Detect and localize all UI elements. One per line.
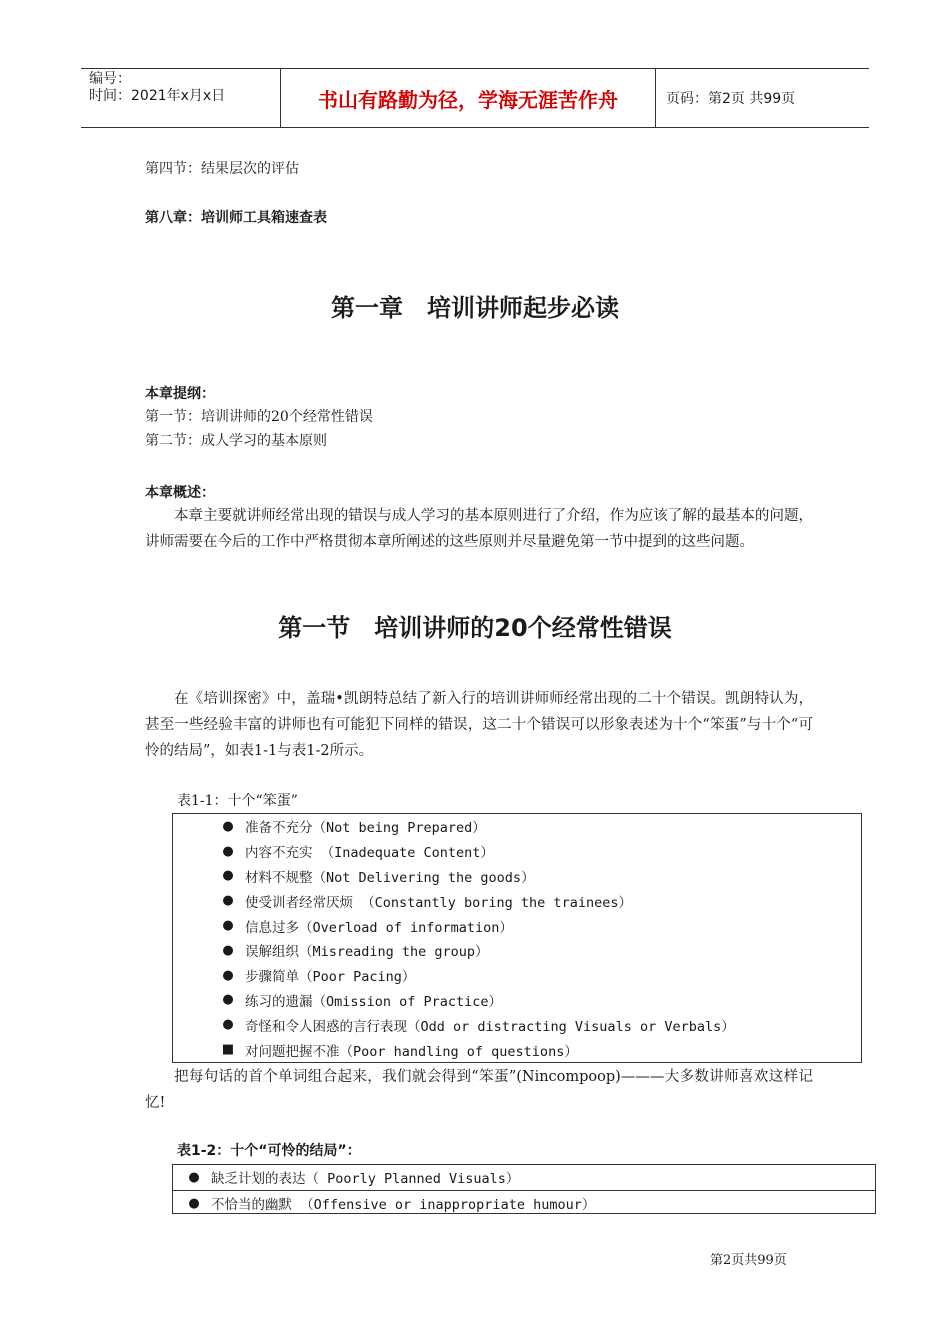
table1-row <box>173 913 861 938</box>
bullet-icon: ● <box>222 942 234 958</box>
bullet-icon: ● <box>222 918 234 934</box>
table1-row <box>173 839 861 864</box>
section-title: 第一节 培训讲师的20个经常性错误 <box>278 614 672 642</box>
table1-row <box>173 1012 861 1037</box>
outline-label: 本章提纲： <box>145 386 215 402</box>
bullet-icon: ● <box>222 967 234 983</box>
overview-label: 本章概述： <box>145 485 215 501</box>
table1-item: 对问题把握不准（Poor handling of questions） <box>245 1043 578 1060</box>
outline-item: 第一节：培训讲师的20个经常性错误 <box>145 409 373 425</box>
table1-item: 奇怪和令人困惑的言行表现（Odd or distracting Visuals or Verbals） <box>245 1018 735 1035</box>
table1-item: 材料不规整（Not Delivering the goods） <box>245 869 535 886</box>
table1-item: 步骤简单（Poor Pacing） <box>245 969 416 986</box>
page-footer: 第2页共99页 <box>710 1253 787 1268</box>
table1 <box>172 813 862 1063</box>
table1-item: 内容不充实 （Inadequate Content） <box>245 845 494 862</box>
bullet-icon: ● <box>222 843 234 859</box>
number-label: 编号： <box>89 71 131 87</box>
table1-row <box>173 814 861 839</box>
bullet-icon: ● <box>188 1169 200 1185</box>
outline-item: 第二节：成人学习的基本原则 <box>145 433 327 449</box>
bullet-icon: ● <box>188 1195 200 1211</box>
after-table1-text: 把每句话的首个单词组合起来，我们就会得到“笨蛋”(Nincompoop)———大多数讲师喜欢这样记忆! <box>145 1069 813 1111</box>
chapter-title: 第一章 培训讲师起步必读 <box>331 294 619 322</box>
table1-item: 使受训者经常厌烦 （Constantly boring the trainees） <box>245 894 632 911</box>
header-motto: 书山有路勤为径，学海无涯苦作舟 <box>281 69 656 127</box>
overview-text: 本章主要就讲师经常出现的错误与成人学习的基本原则进行了介绍，作为应该了解的最基本的问题，讲师需要在今后的工作中严格贯彻本章所阐述的这些原则并尽量避免第一节中提到的这些问题。 <box>145 508 813 550</box>
table2-item: 不恰当的幽默 （Offensive or inappropriate humour） <box>211 1197 596 1214</box>
header-page-info: 页码：第2页 共99页 <box>666 91 796 107</box>
table2-row <box>173 1165 875 1191</box>
table1-row <box>173 963 861 988</box>
table2-row <box>173 1191 875 1216</box>
table1-row <box>173 938 861 963</box>
table1-item: 练习的遗漏（Omission of Practice） <box>245 993 503 1010</box>
intro-paragraph: 在《培训探密》中，盖瑞•凯朗特总结了新入行的培训讲师师经常出现的二十个错误。凯朗特认为，甚至一些经验丰富的讲师也有可能犯下同样的错误，这二十个错误可以形象表述为十个“笨蛋”与十个“可怜的结局”，如表1-1与表1-2所示。 <box>145 691 813 759</box>
toc-chapter8: 第八章：培训师工具箱速查表 <box>145 210 327 226</box>
table1-item: 准备不充分（Not being Prepared） <box>245 820 486 837</box>
table1-item: 信息过多（Overload of information） <box>245 919 513 936</box>
bullet-icon: ● <box>222 1017 234 1033</box>
toc-section4: 第四节：结果层次的评估 <box>145 161 299 177</box>
date-label: 时间：2021年x月x日 <box>89 88 226 104</box>
table1-row <box>173 988 861 1013</box>
bullet-icon: ● <box>222 868 234 884</box>
bullet-icon: ● <box>222 893 234 909</box>
square-bullet-icon: ■ <box>221 1042 235 1058</box>
table2-item: 缺乏计划的表达（ Poorly Planned Visuals） <box>211 1171 520 1188</box>
table1-row <box>173 888 861 913</box>
header-meta <box>81 69 281 127</box>
table1-caption: 表1-1：十个“笨蛋” <box>177 793 298 809</box>
bullet-icon: ● <box>222 992 234 1008</box>
table1-item: 误解组织（Misreading the group） <box>245 944 489 961</box>
table1-row <box>173 864 861 889</box>
bullet-icon: ● <box>222 818 234 834</box>
table2-caption: 表1-2：十个“可怜的结局”： <box>177 1143 361 1159</box>
page-header <box>81 68 869 128</box>
table1-row <box>173 1037 861 1062</box>
table2 <box>172 1164 876 1214</box>
